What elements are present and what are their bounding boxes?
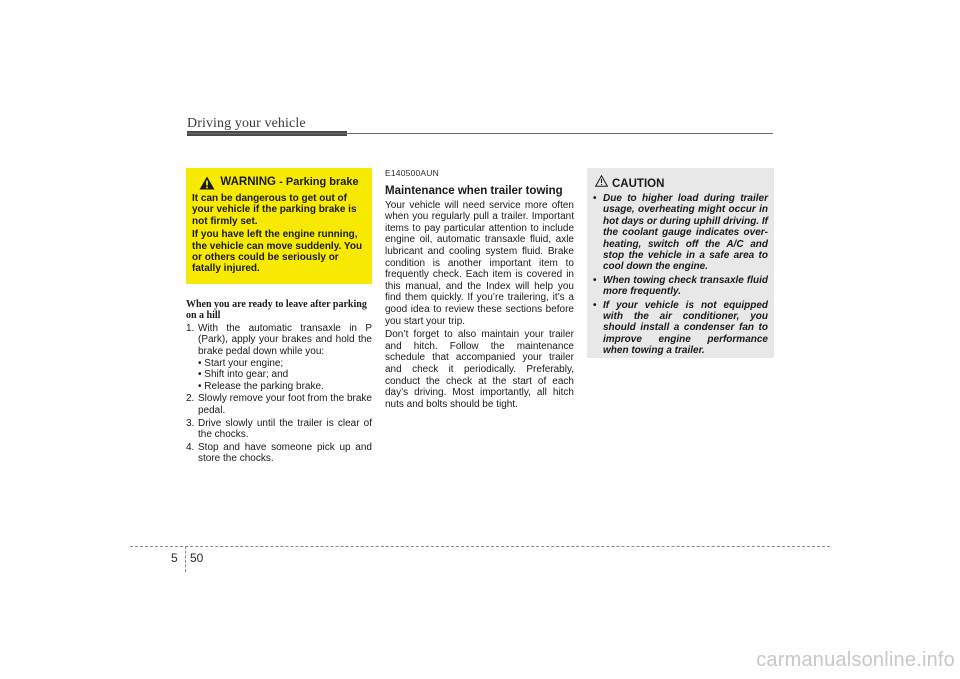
footer-separator [185, 546, 186, 572]
header-rule [187, 133, 773, 134]
list-item [186, 393, 372, 416]
caution-triangle-icon [595, 175, 608, 187]
middle-column [385, 168, 574, 412]
page-number: 50 [190, 551, 204, 565]
bullet-item: • Start your engine; [198, 357, 284, 369]
body-paragraph: Your vehicle will need service more often when you regularly pull a trailer. Important items to pay particular attention to include engine oil, automatic transaxle fluid, axle lubricant and cooling system fluid. Brake condition is another important item to frequently check. Each item is covered in this manual, and the Index will help you find them quickly. If you’re trailering, it’s a good idea to review these sections before you start your trip. [385, 199, 574, 327]
caution-text: Due to higher load during trailer usage, overheating might occur in hot days or during uphill driving. If the coolant gauge indicates over-heating, switch off the A/C and stop the vehicle in a safe area to cool down the engine. [603, 193, 768, 273]
bullet-item: • Release the parking brake. [198, 380, 324, 392]
bullet-dot: • [593, 299, 597, 311]
section-code: E140500AUN [385, 168, 439, 178]
step-bullets [198, 358, 372, 393]
step-number: 4. [186, 441, 195, 453]
step-text: Stop and have someone pick up and store the chocks. [198, 441, 372, 465]
list-item [186, 323, 372, 393]
warning-triangle-icon [199, 176, 215, 190]
caution-list [593, 193, 768, 357]
list-item [593, 275, 768, 298]
step-text: With the automatic transaxle in P (Park), apply your brakes and hold the brake pedal down while you: [198, 322, 372, 358]
caution-text: If your vehicle is not equipped with the air conditioner, you should install a condenser fan to improve engine performance when towing a trailer. [603, 299, 768, 357]
caution-text: When towing check transaxle fluid more frequently. [603, 274, 768, 298]
right-column [587, 168, 774, 358]
body-paragraph: Don’t forget to also maintain your trailer and hitch. Follow the maintenance schedule that accompanied your trailer and check it periodically. Preferably, conduct the check at the start of each day’s driving. Most importantly, all hitch nuts and bolts should be tight. [385, 329, 574, 410]
list-item [593, 300, 768, 357]
page-header-title: Driving your vehicle [187, 116, 306, 131]
warning-paragraph: It can be dangerous to get out of your vehicle if the parking brake is not firmly set. [192, 193, 357, 227]
step-text: Drive slowly until the trailer is clear of the chocks. [198, 417, 372, 441]
warning-box [186, 168, 372, 284]
list-item [186, 442, 372, 465]
step-text: Slowly remove your foot from the brake pedal. [198, 393, 372, 416]
left-column [186, 168, 372, 466]
caution-box [587, 168, 774, 358]
warning-paragraph: If you have left the engine running, the vehicle can move suddenly. You or others could be seriously or fatally injured. [192, 229, 363, 275]
step-number: 3. [186, 417, 195, 429]
warning-label: WARNING [220, 176, 276, 189]
section-heading: Maintenance when trailer towing [385, 184, 563, 197]
hill-heading: When you are ready to leave after parking on a hill [186, 298, 367, 322]
warning-title [192, 176, 366, 190]
hill-steps-list [186, 323, 372, 465]
caution-label: CAUTION [612, 177, 665, 190]
step-number: 2. [186, 393, 195, 405]
bullet-item: • Shift into gear; and [198, 369, 289, 381]
footer-rule [130, 546, 830, 547]
step-number: 1. [186, 322, 195, 334]
warning-subtitle: - Parking brake [279, 176, 359, 189]
list-item [186, 418, 372, 441]
caution-title [595, 175, 768, 190]
bullet-dot: • [593, 274, 597, 286]
list-item [593, 193, 768, 273]
chapter-number: 5 [171, 551, 178, 565]
site-watermark: carmanualsonline.info [756, 649, 955, 671]
bullet-dot: • [593, 193, 597, 204]
